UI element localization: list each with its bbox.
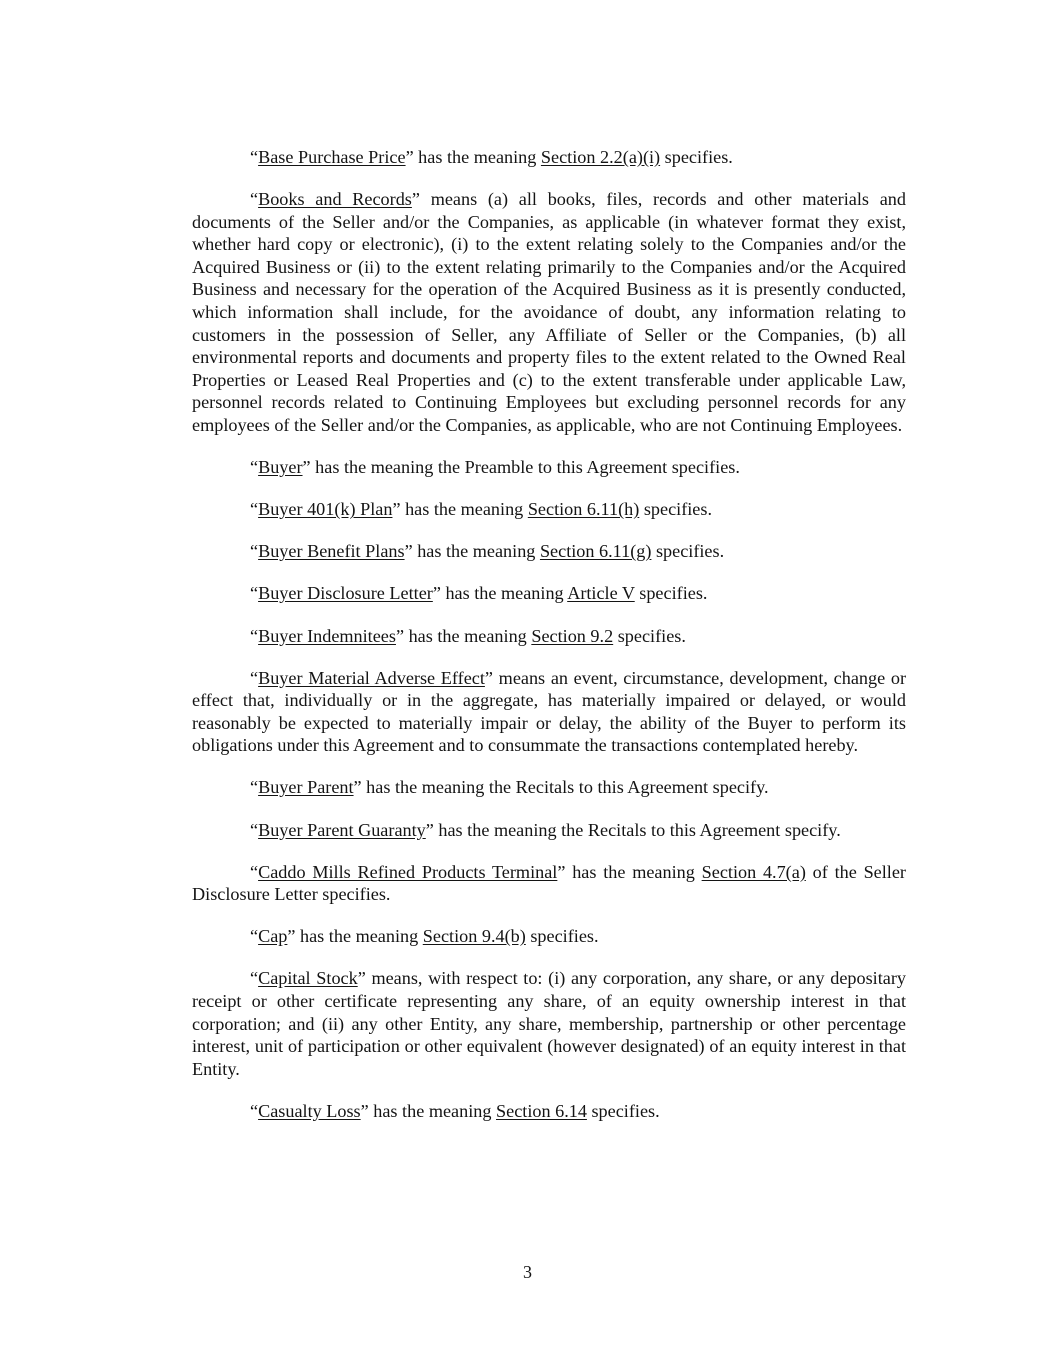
section-reference: Section 4.7(a) xyxy=(701,861,806,882)
defined-term: Buyer xyxy=(258,457,303,478)
defined-term: Casualty Loss xyxy=(258,1100,361,1121)
definition-buyer-benefit-plans: “Buyer Benefit Plans” has the meaning Section 6.11(g) specifies. xyxy=(250,541,725,562)
defined-term: Cap xyxy=(258,926,288,947)
definition-base-purchase-price: “Base Purchase Price” has the meaning Section 2.2(a)(i) specifies. xyxy=(250,147,733,167)
section-reference: Section 6.14 xyxy=(496,1100,587,1121)
section-reference: Section 6.11(h) xyxy=(527,499,640,520)
defined-term: Caddo Mills Refined Products Terminal xyxy=(258,861,558,882)
defined-term: Buyer 401(k) Plan xyxy=(258,499,393,520)
defined-term: Buyer Disclosure Letter xyxy=(258,583,433,604)
definition-buyer: “Buyer” has the meaning the Preamble to this Agreement specifies. xyxy=(250,457,740,478)
defined-term: Buyer Material Adverse Effect xyxy=(258,667,485,688)
section-reference: Article V xyxy=(567,583,635,604)
defined-term: Buyer Parent xyxy=(258,777,354,798)
definition-capital-stock: “Capital Stock” means, with respect to: (i) any corporation, any share, or any depositary receipt or other certificate representing any share, of an equity ownership interest in that corporation; and (ii) any other Entity, any share, membership, partnership or other percentage interest, unit of participation or other equivalent (however designated) of an equity interest in that Entity. xyxy=(192,968,906,1079)
definition-casualty-loss: “Casualty Loss” has the meaning Section 6.14 specifies. xyxy=(250,1100,660,1121)
defined-term: Capital Stock xyxy=(258,968,358,989)
definition-buyer-parent-guaranty: “Buyer Parent Guaranty” has the meaning the Recitals to this Agreement specify. xyxy=(250,819,841,840)
page-number: 3 xyxy=(523,1262,532,1282)
defined-term: Buyer Parent Guaranty xyxy=(258,819,426,840)
definition-buyer-parent: “Buyer Parent” has the meaning the Recitals to this Agreement specify. xyxy=(250,777,769,798)
section-reference: Section 9.4(b) xyxy=(422,926,526,947)
section-reference: Section 2.2(a)(i) xyxy=(540,147,661,167)
defined-term: Books and Records xyxy=(258,189,412,210)
definition-buyer-indemnitees: “Buyer Indemnitees” has the meaning Section 9.2 specifies. xyxy=(250,625,686,646)
definition-books-and-records: “Books and Records” means (a) all books, files, records and other materials and documents of the Seller and/or the Companies, as applicable (in whatever format they exist, whether hard copy or electronic), (i) to the extent relating solely to the Companies and/or the Acquired Business or (ii) to the extent relating primarily to the Companies and/or the Acquired Business and necessary for the operation of the Acquired Business as it is presently conducted, which information shall include, for the avoidance of doubt, any information relating to customers in the possession of Seller, any Affiliate of Seller or the Companies, (b) all environmental reports and documents and property files to the extent related to the Owned Real Properties or Leased Real Properties and (c) to the extent transferable under applicable Law, personnel records related to Continuing Employees but excluding personnel records for any employees of the Seller and/or the Companies, as applicable, who are not Continuing Employees. xyxy=(192,189,906,436)
defined-term: Buyer Indemnitees xyxy=(258,625,396,646)
definition-cap: “Cap” has the meaning Section 9.4(b) specifies. xyxy=(250,926,599,947)
definition-buyer-disclosure-letter: “Buyer Disclosure Letter” has the meaning Article V specifies. xyxy=(250,583,708,604)
definitions-list xyxy=(192,146,906,1123)
definition-buyer-401k-plan: “Buyer 401(k) Plan” has the meaning Section 6.11(h) specifies. xyxy=(250,499,713,520)
defined-term: Buyer Benefit Plans xyxy=(258,541,405,562)
defined-term: Base Purchase Price xyxy=(258,147,406,167)
definition-caddo-mills-terminal: “Caddo Mills Refined Products Terminal” has the meaning Section 4.7(a) of the Seller Disclosure Letter specifies. xyxy=(192,861,906,905)
section-reference: Section 6.11(g) xyxy=(539,541,652,562)
section-reference: Section 9.2 xyxy=(531,625,614,646)
definition-buyer-material-adverse-effect: “Buyer Material Adverse Effect” means an event, circumstance, development, change or effect that, individually or in the aggregate, has materially impaired or delayed, or would reasonably be expected to materially impair or delay, the ability of the Buyer to perform its obligations under this Agreement and to consummate the transactions contemplated hereby. xyxy=(192,667,906,756)
